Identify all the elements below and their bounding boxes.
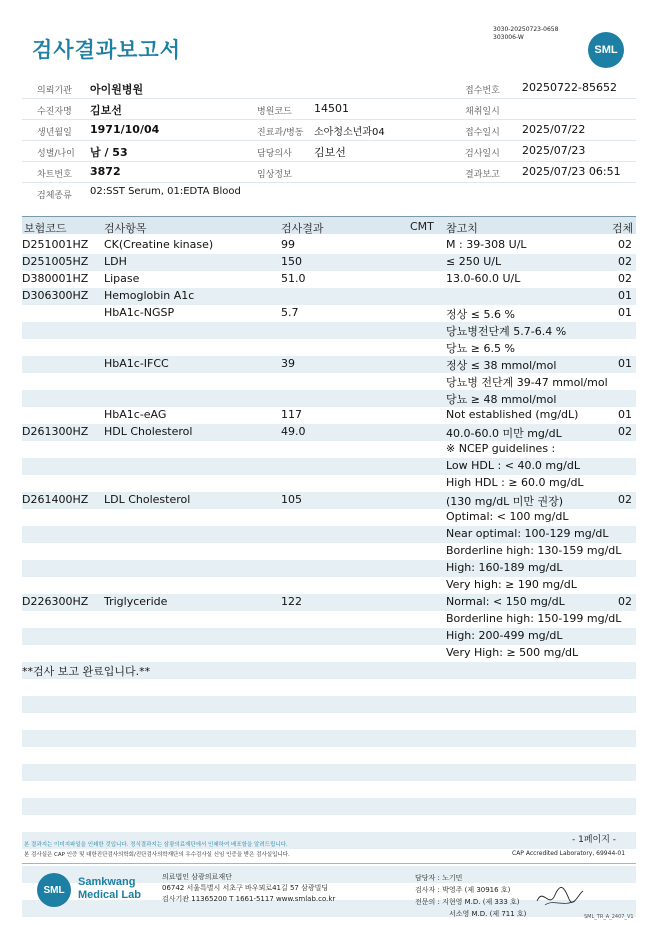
cell-result: 39	[281, 357, 295, 370]
patient-label: 수진자명	[37, 107, 72, 117]
table-row	[22, 560, 636, 577]
cell-reference: 13.0-60.0 U/L	[446, 272, 521, 285]
table-row	[22, 543, 636, 560]
table-row	[22, 764, 636, 781]
table-row	[22, 339, 636, 356]
table-row	[22, 798, 636, 815]
sexage-label: 성별/나이	[37, 149, 75, 159]
cell-code: D261400HZ	[22, 493, 89, 506]
dept-label: 진료과/병동	[257, 128, 304, 138]
cell-reference: 정상 ≤ 38 mmol/mol	[446, 359, 557, 372]
table-row	[22, 815, 636, 832]
cell-reference: 40.0-60.0 미만 mg/dL	[446, 427, 562, 440]
table-row	[22, 407, 636, 424]
cell-reference: Borderline high: 130-159 mg/dL	[446, 544, 622, 557]
cell-reference: ≤ 250 U/L	[446, 255, 502, 268]
test-date-label: 검사일시	[465, 149, 500, 159]
cell-result: 105	[281, 493, 302, 506]
table-row	[22, 611, 636, 628]
cell-specimen: 02	[618, 493, 632, 506]
table-row	[22, 390, 636, 407]
table-row	[22, 662, 636, 679]
info-row-specimen	[22, 183, 636, 204]
report-date-value: 2025/07/23 06:51	[522, 165, 621, 178]
cell-reference: Normal: < 150 mg/dL	[446, 595, 565, 608]
receipt-date-label: 접수일시	[465, 128, 500, 138]
footer-notice: 본 결과지는 이미지파일을 인쇄한 것입니다. 정식결과지는 삼광의료재단에서 인쇄하여 배포함을 알려드립니다.	[24, 842, 288, 848]
brand-line-1: Samkwang	[78, 876, 136, 888]
form-number: SML_TR_A_2407_V1	[584, 914, 634, 920]
info-row-sexage	[22, 141, 636, 162]
hospcode-label: 병원코드	[257, 107, 292, 117]
report-date-label: 결과보고	[465, 170, 500, 180]
table-row	[22, 271, 636, 288]
cell-code: D251001HZ	[22, 238, 89, 251]
sexage-value: 남 / 53	[90, 146, 128, 159]
report-title: 검사결과보고서	[32, 38, 182, 62]
cell-result: 5.7	[281, 306, 299, 319]
cell-item: Triglyceride	[104, 595, 168, 608]
table-row	[22, 305, 636, 322]
col-specimen: 검체	[612, 222, 634, 235]
info-row-hospital	[22, 78, 636, 99]
cell-code: D380001HZ	[22, 272, 89, 285]
cell-code: **검사 보고 완료입니다.**	[22, 665, 151, 678]
cell-reference: 당뇨 ≥ 48 mmol/mol	[446, 393, 557, 406]
cell-result: 122	[281, 595, 302, 608]
sml-logo-footer: SML	[37, 873, 71, 907]
info-row-chart	[22, 162, 636, 183]
address-line-1: 의료법인 삼광의료재단	[162, 873, 232, 881]
cell-code: D251005HZ	[22, 255, 89, 268]
signatories	[415, 872, 526, 920]
cell-reference: Very high: ≥ 190 mg/dL	[446, 578, 577, 591]
table-row	[22, 526, 636, 543]
table-row	[22, 645, 636, 662]
hospcode-value: 14501	[314, 102, 349, 115]
collect-label: 채취일시	[465, 107, 500, 117]
table-row	[22, 475, 636, 492]
dept-value: 소아청소년과04	[314, 127, 385, 138]
cell-specimen: 01	[618, 357, 632, 370]
chart-value: 3872	[90, 165, 121, 178]
cell-code: D306300HZ	[22, 289, 89, 302]
cell-result: 49.0	[281, 425, 306, 438]
table-row	[22, 679, 636, 696]
cell-item: HbA1c-NGSP	[104, 306, 175, 319]
table-row	[22, 577, 636, 594]
cell-item: LDH	[104, 255, 127, 268]
cap-accreditation: CAP Accredited Laboratory, 69944-01	[512, 850, 626, 857]
info-row-dob	[22, 120, 636, 141]
cell-code: D261300HZ	[22, 425, 89, 438]
footer-accreditation: 본 검사실은 CAP 인증 및 대한진단검사의학회/진단검사의학재단의 우수검사실 신임 인증을 받은 검사실입니다.	[24, 852, 290, 858]
info-row-patient	[22, 99, 636, 120]
cell-reference: Borderline high: 150-199 mg/dL	[446, 612, 622, 625]
cell-reference: 당뇨 ≥ 6.5 %	[446, 342, 515, 355]
cell-result: 150	[281, 255, 302, 268]
cell-item: HDL Cholesterol	[104, 425, 193, 438]
cell-reference: Low HDL : < 40.0 mg/dL	[446, 459, 580, 472]
table-row	[22, 458, 636, 475]
document-code-line-1: 3030-20250723-0658	[493, 26, 559, 33]
chart-label: 차트번호	[37, 170, 72, 180]
cell-reference: ※ NCEP guidelines :	[446, 442, 556, 455]
cell-specimen: 02	[618, 255, 632, 268]
dob-value: 1971/10/04	[90, 123, 160, 136]
cell-reference: Very High: ≥ 500 mg/dL	[446, 646, 579, 659]
cell-reference: 당뇨병전단계 5.7-6.4 %	[446, 325, 567, 338]
table-row	[22, 594, 636, 611]
col-code: 보험코드	[24, 222, 67, 235]
cell-reference: Near optimal: 100-129 mg/dL	[446, 527, 609, 540]
cell-result: 99	[281, 238, 295, 251]
cell-reference: (130 mg/dL 미만 권장)	[446, 495, 564, 508]
cell-reference: Optimal: < 100 mg/dL	[446, 510, 569, 523]
hospital-label: 의뢰기관	[37, 86, 72, 96]
receipt-no-value: 20250722-85652	[522, 81, 617, 94]
doctor-label: 담당의사	[257, 149, 292, 159]
footer-divider	[22, 863, 636, 864]
table-row	[22, 441, 636, 458]
cell-item: HbA1c-eAG	[104, 408, 167, 421]
table-row	[22, 373, 636, 390]
table-row	[22, 492, 636, 509]
cell-reference: Not established (mg/dL)	[446, 408, 579, 421]
table-row	[22, 254, 636, 271]
cell-reference: High: 200-499 mg/dL	[446, 629, 563, 642]
clinical-label: 임상정보	[257, 170, 292, 180]
cell-reference: High HDL : ≥ 60.0 mg/dL	[446, 476, 584, 489]
table-row	[22, 696, 636, 713]
specimen-label: 검체종류	[37, 191, 72, 201]
table-row	[22, 628, 636, 645]
cell-item: CK(Creatine kinase)	[104, 238, 214, 251]
patient-value: 김보선	[90, 104, 122, 117]
results-table-header	[22, 216, 636, 234]
col-item: 검사항목	[104, 222, 147, 235]
cell-item: HbA1c-IFCC	[104, 357, 169, 370]
cell-reference: High: 160-189 mg/dL	[446, 561, 563, 574]
cell-result: 51.0	[281, 272, 306, 285]
sml-logo: SML	[588, 32, 624, 68]
cell-reference: 정상 ≤ 5.6 %	[446, 308, 515, 321]
cell-item: Hemoglobin A1c	[104, 289, 195, 302]
cell-specimen: 02	[618, 425, 632, 438]
table-row	[22, 747, 636, 764]
address-line-3: 검사기관 11365200 T 1661-5117 www.smlab.co.kr	[162, 895, 336, 903]
doctor-value: 김보선	[314, 146, 346, 159]
receipt-date-value: 2025/07/22	[522, 123, 586, 136]
brand-line-2: Medical Lab	[78, 889, 141, 901]
lab-address	[162, 872, 335, 905]
cell-specimen: 02	[618, 238, 632, 251]
signatory-1: 담당자 : 노기민	[415, 874, 463, 882]
cell-specimen: 02	[618, 272, 632, 285]
table-row	[22, 237, 636, 254]
test-date-value: 2025/07/23	[522, 144, 586, 157]
signatory-3: 전문의 : 지현영 M.D. (제 333 호)	[415, 898, 520, 906]
cell-specimen: 01	[618, 408, 632, 421]
table-row	[22, 509, 636, 526]
col-result: 검사결과	[281, 222, 324, 235]
brand-name	[78, 876, 141, 902]
address-line-2: 06742 서울특별시 서초구 바우뫼로41길 57 삼광빌딩	[162, 884, 329, 892]
specimen-value: 02:SST Serum, 01:EDTA Blood	[90, 186, 241, 197]
cell-code: D226300HZ	[22, 595, 89, 608]
table-row	[22, 730, 636, 747]
col-ref: 참고치	[446, 222, 478, 235]
signature-image	[535, 883, 585, 911]
receipt-no-label: 접수번호	[465, 86, 500, 96]
document-code-line-2: 303006-W	[493, 34, 524, 41]
hospital-value: 아이원병원	[90, 83, 144, 96]
cell-reference: 당뇨병 전단계 39-47 mmol/mol	[446, 376, 608, 389]
cell-item: LDL Cholesterol	[104, 493, 191, 506]
cell-specimen: 01	[618, 306, 632, 319]
cell-specimen: 01	[618, 289, 632, 302]
cell-result: 117	[281, 408, 302, 421]
document-code	[493, 26, 558, 42]
signatory-2: 검사자 : 박영주 (제 30916 호)	[415, 886, 511, 894]
col-cmt: CMT	[410, 220, 434, 233]
table-row	[22, 917, 636, 925]
cell-specimen: 02	[618, 595, 632, 608]
page-number: - 1페이지 -	[572, 835, 617, 845]
table-row	[22, 713, 636, 730]
table-row	[22, 424, 636, 441]
signatory-4: 서소영 M.D. (제 711 호)	[449, 910, 527, 918]
table-row	[22, 322, 636, 339]
table-row	[22, 356, 636, 373]
cell-item: Lipase	[104, 272, 140, 285]
dob-label: 생년월일	[37, 128, 72, 138]
table-row	[22, 781, 636, 798]
cell-reference: M : 39-308 U/L	[446, 238, 527, 251]
table-row	[22, 288, 636, 305]
